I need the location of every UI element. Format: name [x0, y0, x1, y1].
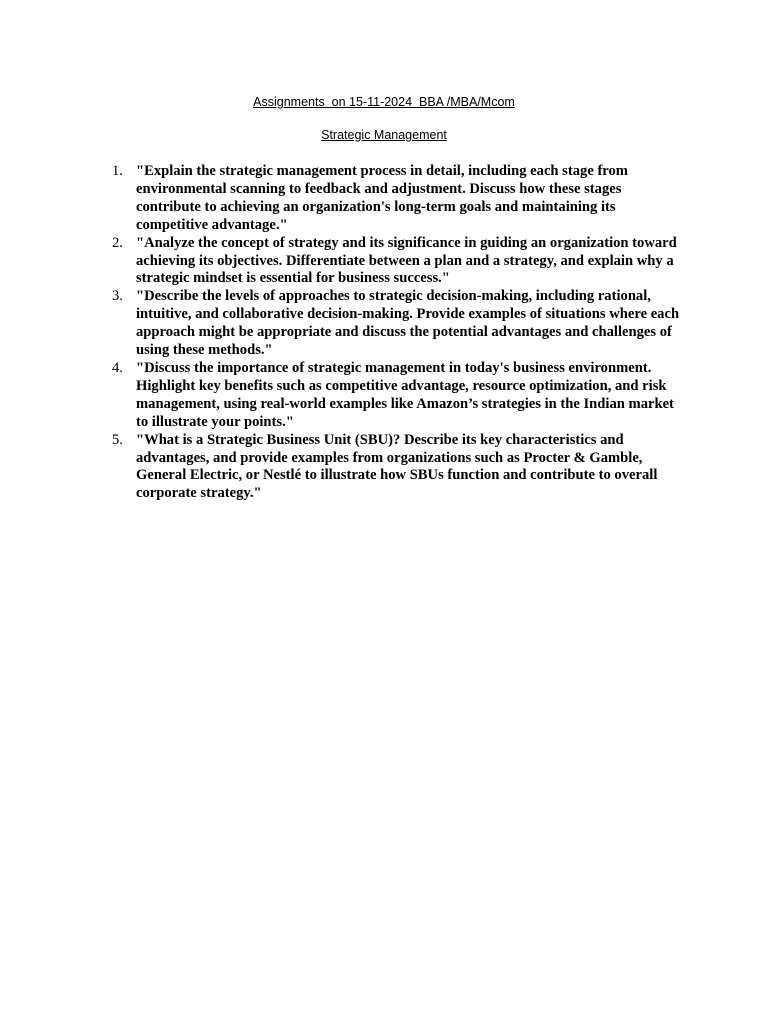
document-title: Assignments on 15-11-2024 BBA /MBA/Mcom: [253, 95, 515, 109]
question-text: "Explain the strategic management process in detail, including each stage from environmental scanning to feedback and adjustment. Discuss how these stages contribute to achieving an organization's long-term goals and maintaining its competitive advantage.": [136, 163, 628, 233]
question-number: 1.: [112, 163, 123, 179]
document-subtitle: Strategic Management: [321, 128, 447, 142]
question-number: 5.: [112, 431, 123, 448]
question-list: [112, 163, 682, 503]
question-item-5: [112, 432, 682, 504]
question-text: "What is a Strategic Business Unit (SBU)? Describe its key characteristics and advantages, and provide examples from organizations such as Procter & Gamble, General Electric, or Nestlé to illustrate how SBUs function and contribute to overall corporate strategy.": [136, 431, 658, 502]
question-number: 3.: [112, 288, 123, 305]
question-text: "Describe the levels of approaches to strategic decision-making, including rational, intuitive, and collaborative decision-making. Provide examples of situations where each approach might be appropriate and discuss the potential advantages and challenges of using these methods.": [136, 288, 680, 359]
question-text: "Discuss the importance of strategic management in today's business environment. Highlight key benefits such as competitive advantage, resource optimization, and risk management, using real-world examples like Amazon’s strategies in the Indian market to illustrate your points.": [136, 359, 674, 430]
question-item-2: [112, 235, 682, 289]
question-item-1: [112, 163, 682, 235]
question-number: 4.: [112, 359, 123, 376]
question-number: 2.: [112, 234, 123, 251]
question-item-4: [112, 360, 682, 432]
question-item-3: [112, 288, 682, 360]
question-text: "Analyze the concept of strategy and its significance in guiding an organization toward achieving its objectives. Differentiate between a plan and a strategy, and explain why a strategic mindset is essential for business success.": [136, 234, 677, 287]
